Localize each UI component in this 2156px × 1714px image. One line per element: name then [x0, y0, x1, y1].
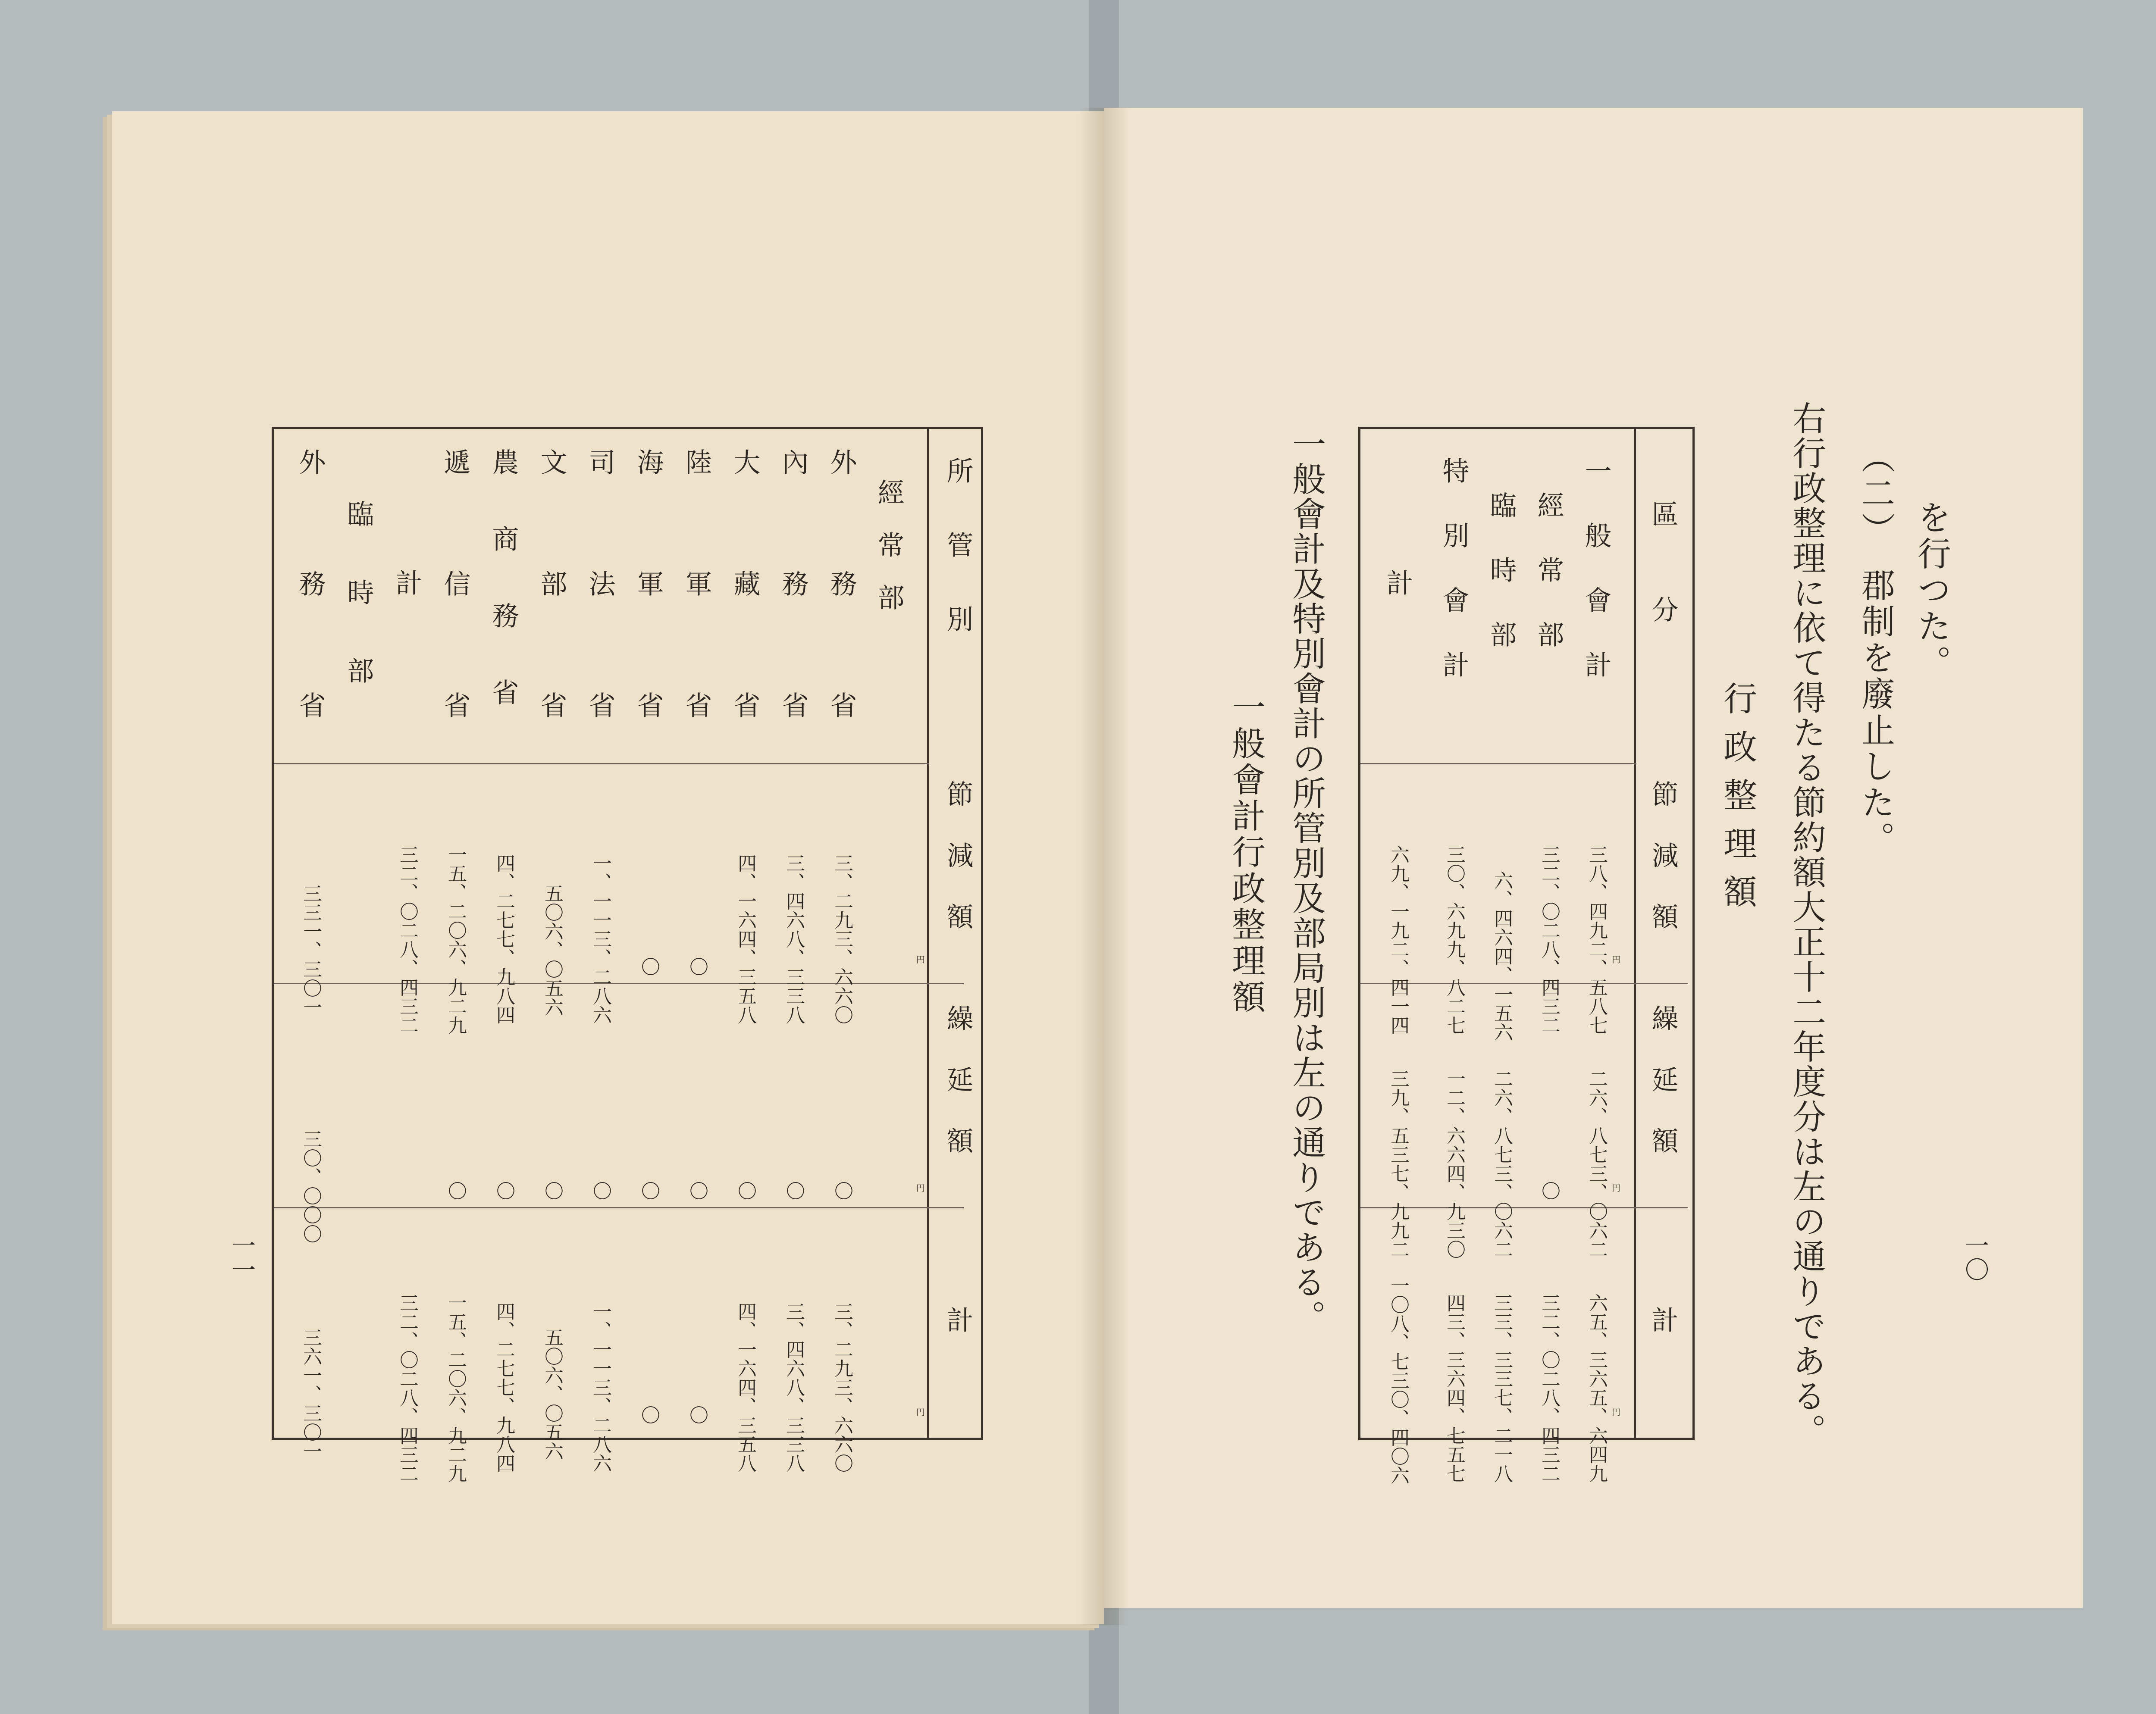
- left-header-deferred: 繰延額: [942, 1004, 974, 1188]
- right-unit-yen-2: 円: [1612, 1183, 1620, 1193]
- left-total-value: 三、四六八、三三八: [783, 1302, 805, 1473]
- right-deferred-value: 二六、八七三、〇六二: [1491, 1069, 1513, 1259]
- left-reduction-value: 四、一六四、三五八: [734, 854, 756, 1024]
- left-reduction-value: 一、一一三、二八六: [589, 854, 611, 1024]
- left-row-label: 司法省: [584, 448, 616, 813]
- body-line-2: （二） 郡制を廢止した。: [1856, 440, 1895, 857]
- left-deferred-value: 〇: [783, 1181, 805, 1200]
- left-header-reduction: 節減額: [942, 780, 974, 964]
- left-unit-yen-2: 円: [916, 1183, 925, 1193]
- left-reduction-value: 〇: [686, 957, 708, 976]
- right-deferred-value: 二六、八七三、〇六二: [1586, 1069, 1608, 1259]
- subtable-title: 一般會計行政整理額: [1226, 690, 1265, 1016]
- left-total-value: 三二、〇二八、四三二: [396, 1293, 418, 1483]
- right-deferred-value: 一二、六六四、九三〇: [1443, 1069, 1465, 1259]
- left-row-label: 遞信省: [439, 448, 471, 813]
- right-header-category: 區分: [1647, 500, 1679, 691]
- left-header-total: 計: [942, 1306, 974, 1333]
- left-reduction-value: 三三一、三〇一: [300, 884, 322, 1017]
- left-total-value: 四、一六四、三五八: [734, 1302, 756, 1473]
- body-line-4: 一般會計及特別會計の所管別及部局別は左の通りである。: [1287, 427, 1326, 1335]
- left-row-label: 大藏省: [729, 448, 761, 813]
- right-reduction-value: 六九、一九二、四一四: [1387, 845, 1409, 1035]
- left-reduction-value: 四、二七七、九八四: [493, 854, 515, 1024]
- left-deferred-value: 〇: [686, 1181, 708, 1200]
- right-total-value: 六五、三六五、六四九: [1586, 1293, 1608, 1483]
- left-row-label: 外務省: [295, 448, 326, 813]
- right-reduction-value: 三二、〇二八、四三二: [1538, 845, 1560, 1035]
- right-header-total: 計: [1647, 1306, 1679, 1333]
- left-row-label: 農商務省: [488, 448, 519, 755]
- left-reduction-value: 三、二九三、六六〇: [831, 854, 853, 1024]
- right-header-deferred: 繰延額: [1647, 1004, 1679, 1188]
- left-row-label: 經常部: [873, 479, 905, 636]
- left-total-value: 一五、二〇六、九二九: [445, 1293, 467, 1483]
- left-page-number: 一一: [228, 1233, 256, 1281]
- table-title: 行政整理額: [1718, 681, 1757, 923]
- left-unit-yen-1: 円: [916, 954, 925, 965]
- left-deferred-value: 〇: [541, 1181, 563, 1200]
- right-row-label: 計: [1382, 569, 1413, 596]
- right-total-value: 三三、三三七、二一八: [1491, 1293, 1513, 1483]
- right-row-label: 臨時部: [1485, 491, 1517, 685]
- left-header-jurisdiction: 所管別: [942, 457, 974, 679]
- left-total-value: 三六一、三〇一: [300, 1328, 322, 1461]
- left-deferred-value: 〇: [493, 1181, 515, 1200]
- right-unit-yen-3: 円: [1612, 1407, 1620, 1417]
- right-total-value: 四三、三六四、七五七: [1443, 1293, 1465, 1483]
- right-table-rule-1: [1360, 763, 1636, 764]
- left-deferred-value: 〇: [831, 1181, 853, 1200]
- left-deferred-value: 〇: [638, 1181, 660, 1200]
- right-table-rule-2: [1360, 983, 1688, 984]
- left-table-rule-3: [274, 1207, 964, 1208]
- right-table-header-divider: [1634, 427, 1636, 1438]
- left-total-value: 三、二九三、六六〇: [831, 1302, 853, 1473]
- left-deferred-value: 三〇、〇〇〇: [300, 1129, 322, 1243]
- left-row-label: 外務省: [826, 448, 857, 813]
- body-line-3: 右行政整理に依て得たる節約額大正十二年度分は左の通りである。: [1787, 401, 1826, 1448]
- left-deferred-value: 〇: [734, 1181, 756, 1200]
- left-row-label: 臨時部: [343, 500, 374, 735]
- right-row-label: 一般會計: [1580, 457, 1612, 716]
- right-unit-yen-1: 円: [1612, 954, 1620, 965]
- left-row-label: 文部省: [536, 448, 567, 813]
- left-row-label: 內務省: [777, 448, 809, 813]
- left-table-header-divider: [927, 427, 929, 1438]
- left-reduction-value: 〇: [638, 957, 660, 976]
- right-header-reduction: 節減額: [1647, 780, 1679, 964]
- left-total-value: 五〇六、〇五六: [541, 1328, 563, 1461]
- right-total-value: 一〇八、七三〇、四〇六: [1387, 1276, 1409, 1485]
- left-reduction-value: 一五、二〇六、九二九: [445, 845, 467, 1035]
- left-table-rule-2: [274, 983, 964, 984]
- right-row-label: 特別會計: [1438, 457, 1470, 716]
- right-row-label: 經常部: [1533, 491, 1564, 685]
- left-unit-yen-3: 円: [916, 1407, 925, 1417]
- left-total-value: 〇: [638, 1405, 660, 1424]
- left-reduction-value: 五〇六、〇五六: [541, 884, 563, 1017]
- right-reduction-value: 三八、四九二、五八七: [1586, 845, 1608, 1035]
- left-row-label: 計: [391, 569, 423, 596]
- left-row-label: 陸軍省: [681, 448, 712, 813]
- left-deferred-value: 〇: [445, 1181, 467, 1200]
- gutter-shadow: [1078, 108, 1130, 1625]
- left-total-value: 四、二七七、九八四: [493, 1302, 515, 1473]
- left-total-value: 一、一一三、二八六: [589, 1302, 611, 1473]
- left-total-value: 〇: [686, 1405, 708, 1424]
- right-reduction-value: 六、四六四、一五六: [1491, 871, 1513, 1042]
- left-reduction-value: 三二、〇二八、四三二: [396, 845, 418, 1035]
- right-reduction-value: 三〇、六九九、八二七: [1443, 845, 1465, 1035]
- left-deferred-value: 〇: [589, 1181, 611, 1200]
- right-deferred-value: 三九、五三七、九九二: [1387, 1069, 1409, 1259]
- right-page-number: 一〇: [1961, 1233, 1989, 1281]
- left-row-label: 海軍省: [633, 448, 664, 813]
- left-reduction-value: 三、四六八、三三八: [783, 854, 805, 1024]
- right-total-value: 三二、〇二八、四三二: [1538, 1293, 1560, 1483]
- body-line-1: を行つた。: [1912, 500, 1951, 681]
- right-table-rule-3: [1360, 1207, 1688, 1208]
- right-deferred-value: 〇: [1538, 1181, 1560, 1200]
